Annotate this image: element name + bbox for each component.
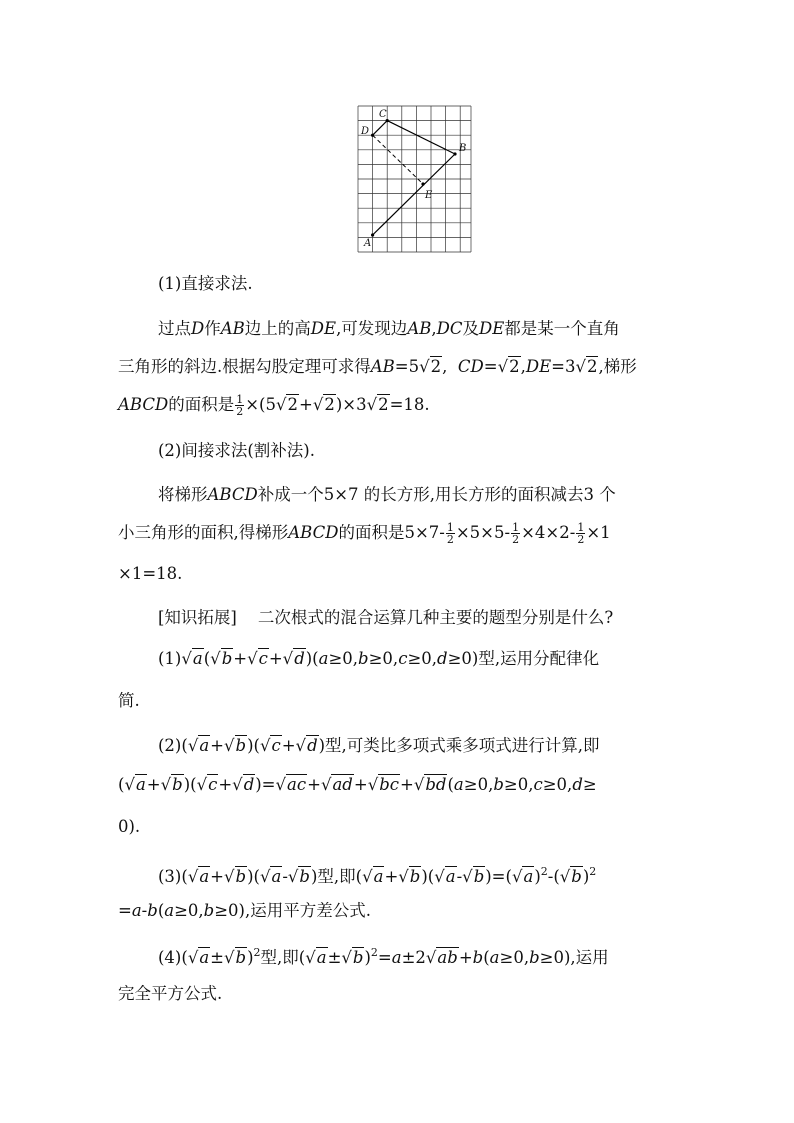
para-area-direct: ABCD的面积是 $\frac{1}{2}$ ×(5√2+√2)×3√2=18. [118, 393, 430, 418]
trapezoid-edges [373, 121, 455, 235]
para-type-2-formula: (√a+√b)(√c+√d)=√ac+√ad+√bc+√bd(a≥0,b≥0,c≥0,d≥ [118, 775, 597, 794]
para-type-1: (1)√a(√b+√c+√d)(a≥0,b≥0,c≥0,d≥0)型,运用分配律化 [158, 649, 600, 668]
grid-svg [355, 104, 475, 254]
vertex-points [371, 119, 457, 237]
para-type-2: (2)(√a+√b)(√c+√d)型,可类比多项式乘多项式进行计算,即 [158, 736, 600, 755]
para-pythagoras: 三角形的斜边.根据勾股定理可求得AB=5√2, CD=√2,DE=3√2,梯形 [118, 357, 637, 376]
label-B: B [459, 143, 467, 154]
label-C: C [379, 109, 387, 120]
trapezoid-grid-figure [355, 104, 475, 254]
para-rectangle: 将梯形ABCD补成一个5×7 的长方形,用长方形的面积减去3 个 [158, 485, 616, 504]
para-type-4-end: 完全平方公式. [118, 984, 223, 1003]
para-type-3: (3)(√a+√b)(√a-√b)型,即$(√a+√b)(√a-√b)=(√a)^2-(√b)^2$ [158, 865, 597, 886]
para-knowledge-extension: [知识拓展] 二次根式的混合运算几种主要的题型分别是什么? [158, 608, 614, 627]
grid-lines [358, 106, 471, 252]
para-area-result: ×1=18. [118, 564, 183, 583]
para-type-1-end: 简. [118, 691, 140, 710]
label-A: A [364, 238, 372, 249]
label-E: E [425, 190, 433, 201]
height-DE-dashed [373, 135, 423, 184]
para-type-2-end: 0). [118, 817, 141, 836]
para-draw-height: 过点D作AB边上的高DE,可发现边AB,DC及DE都是某一个直角 [158, 319, 620, 338]
para-direct-method: (1)直接求法. [158, 274, 253, 293]
label-D: D [361, 126, 370, 137]
para-area-indirect: 小三角形的面积,得梯形ABCD的面积是5×7- $\frac{1}{2}$ ×5×5- $\frac{1}{2}$ ×4×2- $\frac{1}{2}$ ×1 [118, 521, 611, 546]
para-indirect-method: (2)间接求法(割补法). [158, 441, 315, 460]
para-type-4: $(4)(√a\pm√b)^2$型,即$(√a\pm√b)^2=a\pm 2√ab+b(a\ge 0,b\ge 0)$,运用 [158, 946, 609, 967]
para-type-3-end: =a-b(a≥0,b≥0),运用平方差公式. [118, 901, 371, 920]
